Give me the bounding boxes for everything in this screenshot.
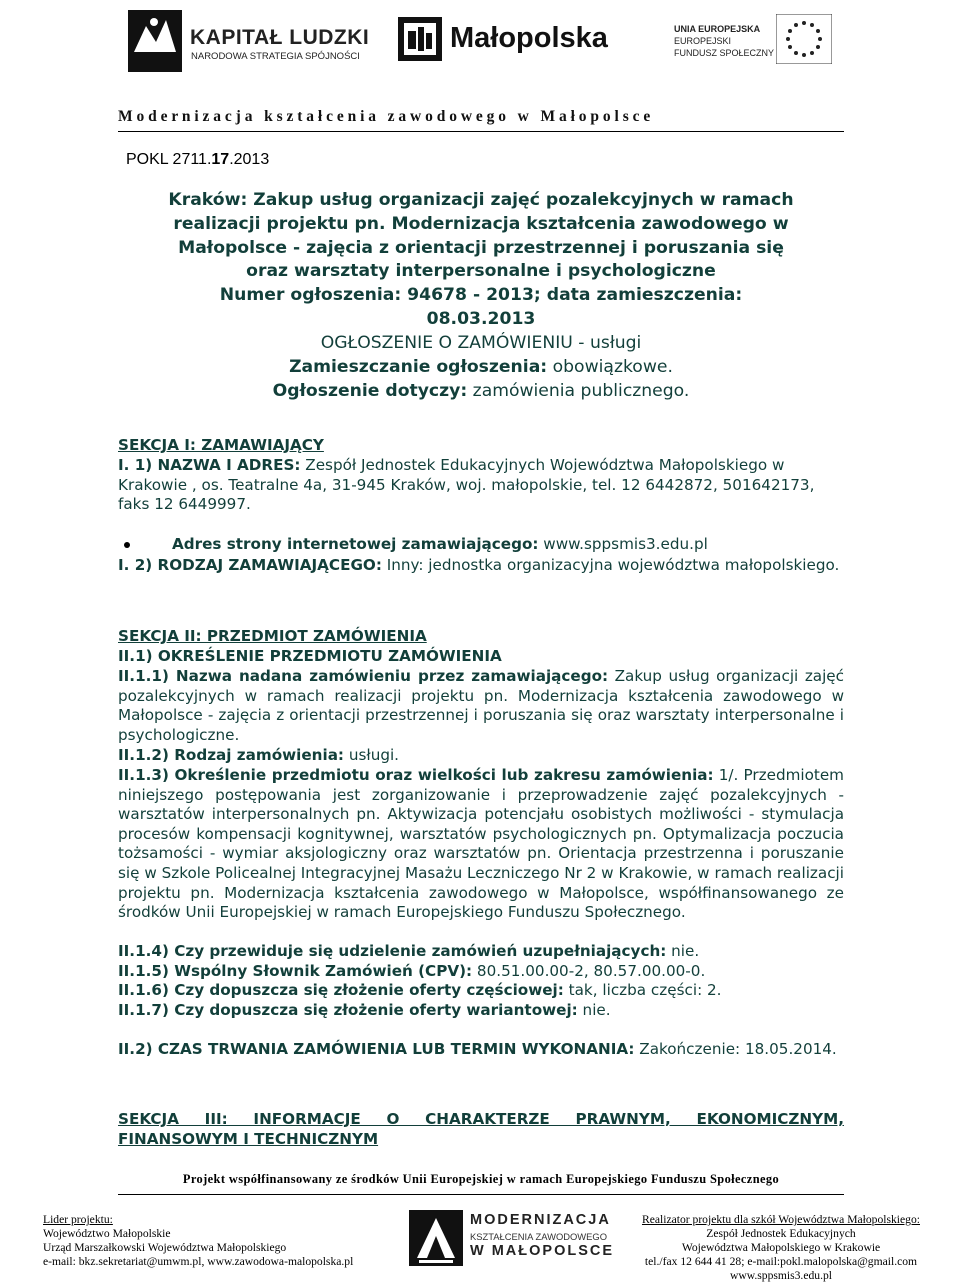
project-leader [43,1213,373,1269]
notice-placement: Zamieszczanie ogłoszenia: obowiązkowe. [289,356,673,377]
section2-name: II.1.1) Nazwa nadana zamówieniu przez zamawiającego: Zakup usług organizacji zajęć pozalekcyjnych w ramach realizacji projektu pn. Modernizacja kształcenia zawodowego w Małopolsce - zajęcia z orientacji przestrzennej i poruszania się oraz warsztaty interpersonalne i psychologiczne. [118,667,845,744]
title-line: Kraków: Zakup usług organizacji zajęć pozalekcyjnych w ramach [168,190,794,210]
notice-type: OGŁOSZENIE O ZAMÓWIENIU - usługi [320,333,642,353]
section2-heading: SEKCJA II: PRZEDMIOT ZAMÓWIENIA [118,627,427,645]
section2-duration: II.2) CZAS TRWANIA ZAMÓWIENIA LUB TERMIN WYKONANIA: Zakończenie: 18.05.2014. [118,1040,837,1058]
section2-variant: II.1.7) Czy dopuszcza się złożenie oferty wariantowej: nie. [118,1001,611,1019]
section1-website: Adres strony internetowej zamawiającego: www.sppsmis3.edu.pl [172,535,708,553]
section1-name-address: I. 1) NAZWA I ADRES: Zespół Jednostek Edukacyjnych Województwa Małopolskiego w Krakowie , os. Teatralne 4a, 31-945 Kraków, woj. małopolskie, tel. 12 6442872, 501642173, faks 12 6449997. [118,456,815,514]
section2-scope: II.1.3) Określenie przedmiotu oraz wielkości lub zakresu zamówienia: 1/. Przedmiotem niniejszego postępowania jest zorganizowanie i przeprowadzenie zajęć pozalekcyjnych - warsztatów interpersonalnych pn. Aktywizacja potencjału osobistych możliwości - stymulacja procesów kompensacji kognitywnej, warsztatów psychologicznych pn. Optymalizacja poczucia tożsamości - wymiar aksjologiczny oraz warsztatów pn. Orientacja przestrzenna i poruszanie się w Szkole Policealnej Integracyjnej Masażu Leczniczego Nr 2 w Krakowie, w ramach realizacji projektu pn. Modernizacja kształcenia zawodowego w Małopolsce, współfinansowanego ze środków Unii Europejskiej w ramach Europejskiego Funduszu Społecznego. [118,766,844,922]
modernizacja-logo-line1: MODERNIZACJA [470,1212,611,1228]
ue-text-line1: UNIA EUROPEJSKA [674,24,761,34]
reference-number: POKL 2711.17.2013 [126,151,270,168]
ue-text-line3: FUNDUSZ SPOŁECZNY [674,48,775,58]
malopolska-logo-icon [398,17,442,61]
section2-kind: II.1.2) Rodzaj zamówienia: usługi. [118,746,400,764]
cofinance-note: Projekt współfinansowany ze środków Unii Europejskiej w ramach Europejskiego Funduszu Społecznego [182,1172,780,1186]
leader-line: Województwo Małopolskie [43,1227,171,1240]
header-logos [0,0,960,100]
section3-heading-line2: FINANSOWYM I TECHNICZNYM [118,1130,379,1148]
section2-sub1: II.1) OKREŚLENIE PRZEDMIOTU ZAMÓWIENIA [118,647,502,665]
notice-concerns: Ogłoszenie dotyczy: zamówienia publicznego. [272,380,690,401]
section1-type: I. 2) RODZAJ ZAMAWIAJĄCEGO: Inny: jednostka organizacyjna województwa małopolskiego. [118,556,840,574]
implementer-line: Województwa Małopolskiego w Krakowie [681,1241,881,1254]
section1-heading: SEKCJA I: ZAMAWIAJĄCY [118,436,324,454]
title-line: Małopolsce - zajęcia z orientacji przestrzennej i poruszania się [178,237,784,258]
modernizacja-logo-icon [409,1210,463,1266]
section2-supplementary: II.1.4) Czy przewiduje się udzielenie zamówień uzupełniających: nie. [118,942,700,960]
eu-flag-icon [776,14,832,64]
kapital-ludzki-title: KAPITAŁ LUDZKI [190,26,370,49]
banner-divider [118,131,844,132]
title-line: realizacji projektu pn. Modernizacja kształcenia zawodowego w [173,213,789,234]
footer-divider [118,1194,844,1195]
title-line: oraz warsztaty interpersonalne i psychologiczne [246,261,716,282]
title-line: 08.03.2013 [426,308,536,329]
notice-title [118,189,844,332]
implementer-line: Zespół Jednostek Edukacyjnych [706,1227,856,1240]
implementer-title: Realizator projektu dla szkół Województwa Małopolskiego: [641,1213,920,1226]
implementer-line: www.sppsmis3.edu.pl [730,1269,832,1282]
leader-line: Urząd Marszałkowski Województwa Małopolskiego [43,1241,287,1254]
section2-cpv: II.1.5) Wspólny Słownik Zamówień (CPV): 80.51.00.00-2, 80.57.00.00-0. [118,962,706,980]
notice-meta [118,332,844,403]
kapital-ludzki-subtitle: NARODOWA STRATEGIA SPÓJNOŚCI [191,51,360,62]
section2-partial: II.1.6) Czy dopuszcza się złożenie oferty częściowej: tak, liczba części: 2. [118,981,722,999]
modernizacja-logo-line3: W MAŁOPOLSCE [470,1243,615,1259]
project-banner: M o d e r n i z a c j a k s z t a ł c e n i a z a w o d o w e g o w M a ł o p o l s c e [118,108,651,125]
title-line: Numer ogłoszenia: 94678 - 2013; data zamieszczenia: [219,285,743,306]
malopolska-logo-text: Małopolska [450,22,608,54]
kapital-ludzki-logo-icon [126,8,184,74]
implementer-line: tel./fax 12 644 41 28; e-mail:pokl.malopolska@gmail.com [644,1255,918,1268]
ue-text-line2: EUROPEJSKI [674,36,732,46]
project-implementer [608,1213,954,1283]
bullet-icon [124,542,130,548]
leader-line: e-mail: bkz.sekretariat@umwm.pl, www.zawodowa-malopolska.pl [43,1255,354,1268]
modernizacja-logo-line2: KSZTAŁCENIA ZAWODOWEGO [470,1231,607,1242]
leader-title: Lider projektu: [43,1213,113,1226]
section3-heading-line1: SEKCJA III: INFORMACJE O CHARAKTERZE PRAWNYM, EKONOMICZNYM, [118,1110,844,1128]
